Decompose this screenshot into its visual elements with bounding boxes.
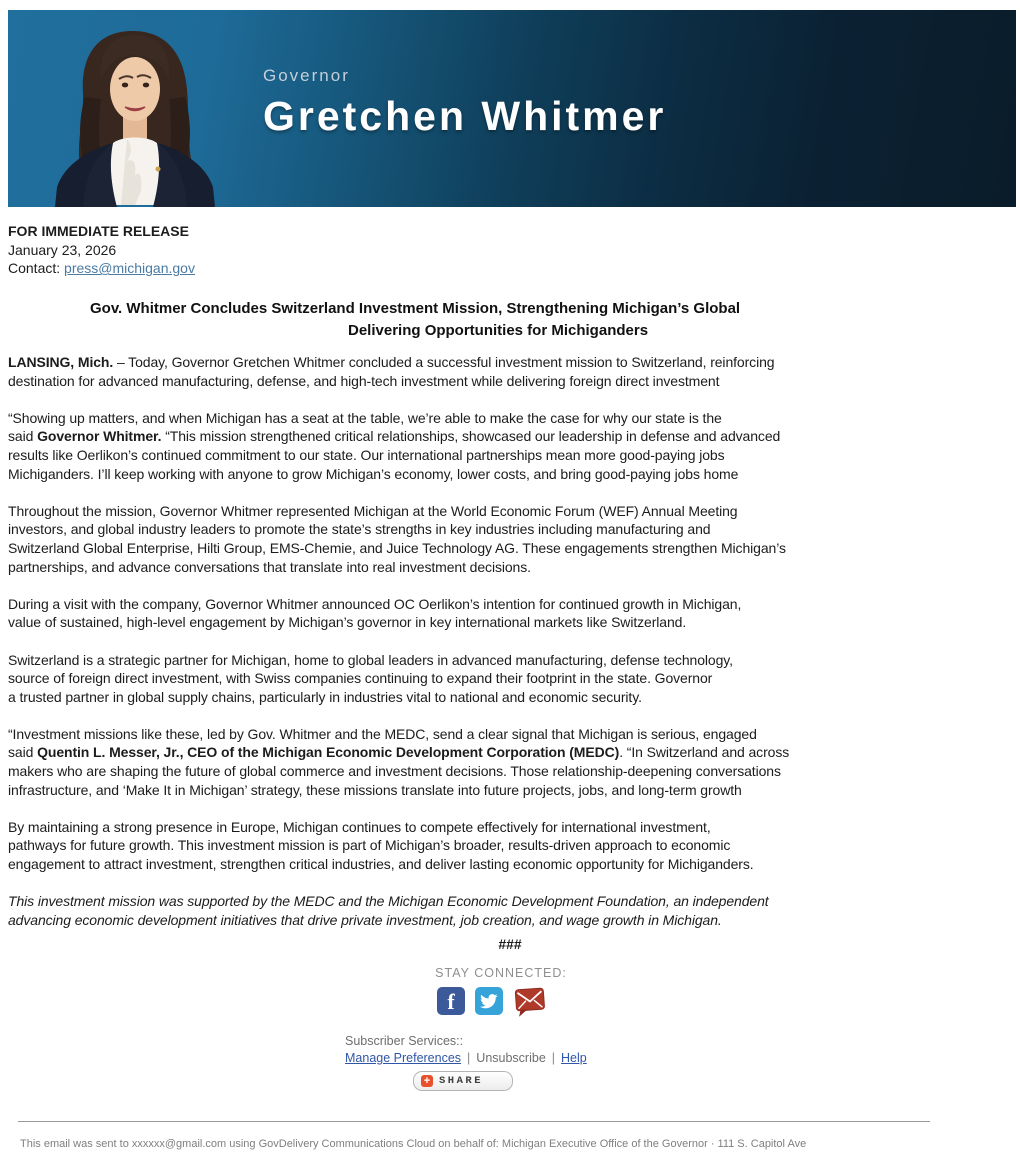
facebook-icon[interactable]: f — [437, 987, 465, 1015]
subscriber-services-label: Subscriber Services:: — [345, 1034, 464, 1048]
banner-pretitle: Governor — [263, 66, 350, 85]
paragraph-line: said Governor Whitmer. “This mission strengthened critical relationships, showcased our leadership in defense and advanced — [8, 428, 781, 445]
subscriber-services — [345, 1033, 587, 1067]
banner-name: Gretchen Whitmer — [263, 93, 667, 139]
paragraph-line: “Investment missions like these, led by Gov. Whitmer and the MEDC, send a clear signal that Michigan is serious, engaged — [8, 725, 757, 742]
link-separator: | — [467, 1051, 471, 1065]
stay-connected-label: STAY CONNECTED: — [435, 966, 567, 980]
paragraph — [8, 725, 1016, 799]
twitter-icon[interactable] — [475, 987, 503, 1015]
header-banner — [8, 10, 1016, 207]
paragraph-line: pathways for future growth. This investment mission is part of Michigan’s broader, results-driven approach to economic — [8, 837, 731, 854]
headline-line-2: Delivering Opportunities for Michiganders — [348, 322, 649, 339]
paragraph-line: Michiganders. I’ll keep working with anyone to grow Michigan’s economy, lower costs, and bring good-paying jobs home — [8, 465, 739, 482]
paragraph-line: results like Oerlikon’s continued commitment to our state. Our international partnerships mean more good-paying jobs — [8, 446, 725, 463]
release-info — [8, 222, 195, 278]
paragraph-line: partnerships, and advance conversations that translate into real investment decisions. — [8, 558, 531, 575]
paragraph-line: engagement to attract investment, strengthen critical industries, and deliver lasting economic opportunity for Michiganders. — [8, 856, 754, 873]
unsubscribe-link[interactable]: Unsubscribe — [476, 1051, 546, 1065]
contact-label: Contact: — [8, 260, 65, 277]
paragraph-line: infrastructure, and ‘Make It in Michigan’ strategy, these missions translate into future projects, jobs, and long-term growth — [8, 781, 742, 798]
paragraph-line: value of sustained, high-level engagement by Michigan’s governor in key international markets like Switzerland. — [8, 614, 687, 631]
paragraph-line: Switzerland Global Enterprise, Hilti Group, EMS-Chemie, and Juice Technology AG. These engagements strengthen Michigan’s — [8, 539, 786, 556]
social-icons — [437, 987, 557, 1017]
paragraph-line: advancing economic development initiatives that drive private investment, job creation, and wage growth in Michigan. — [8, 911, 722, 928]
footer-fine-print: This email was sent to xxxxxx@gmail.com using GovDelivery Communications Cloud on behalf of: Michigan Executive Office of the Governor · 111 S. Capitol Ave — [20, 1138, 807, 1150]
paragraph — [8, 892, 1016, 929]
end-mark: ### — [498, 936, 522, 952]
paragraph — [8, 595, 1016, 632]
paragraph-line: “Showing up matters, and when Michigan has a seat at the table, we’re able to make the case for why our state is the — [8, 409, 722, 426]
share-plus-icon: + — [421, 1075, 433, 1087]
paragraph-line: makers who are shaping the future of global commerce and investment decisions. Those relationship-deepening conversations — [8, 763, 781, 780]
release-label: FOR IMMEDIATE RELEASE — [8, 223, 189, 239]
govdelivery-email-icon[interactable] — [513, 987, 547, 1017]
paragraph — [8, 818, 1016, 874]
share-label: SHARE — [439, 1075, 484, 1087]
subscriber-links — [345, 1050, 587, 1067]
paragraph-line: destination for advanced manufacturing, defense, and high-tech investment while delivering foreign direct investment — [8, 372, 720, 389]
paragraph-line: During a visit with the company, Governor Whitmer announced OC Oerlikon’s intention for continued growth in Michigan, — [8, 595, 742, 612]
paragraph — [8, 651, 1016, 707]
manage-preferences-link[interactable]: Manage Preferences — [345, 1051, 462, 1065]
paragraph-line: source of foreign direct investment, with Swiss companies continuing to expand their footprint in the state. Governor — [8, 670, 713, 687]
link-separator: | — [551, 1051, 556, 1065]
paragraph-line: a trusted partner in global supply chains, particularly in industries vital to national and economic security. — [8, 688, 642, 705]
headline-line-1: Gov. Whitmer Concludes Switzerland Investment Mission, Strengthening Michigan’s Global — [90, 300, 741, 317]
footer-divider — [18, 1121, 930, 1122]
paragraph-line: Throughout the mission, Governor Whitmer represented Michigan at the World Economic Forum (WEF) Annual Meeting — [8, 502, 738, 519]
release-date: January 23, 2026 — [8, 241, 117, 258]
headline — [8, 298, 740, 342]
paragraph-line: Switzerland is a strategic partner for Michigan, home to global leaders in advanced manufacturing, defense technology, — [8, 651, 733, 668]
paragraph-line: investors, and global industry leaders to promote the state’s strengths in key industries including manufacturing and — [8, 521, 711, 538]
governor-photo — [55, 27, 215, 207]
paragraph — [8, 353, 1016, 390]
press-release-body — [8, 353, 1016, 948]
share-button[interactable] — [413, 1071, 513, 1091]
paragraph — [8, 502, 1016, 576]
contact-email-link[interactable]: press@michigan.gov — [64, 260, 195, 277]
banner-text — [263, 66, 666, 140]
paragraph-line: By maintaining a strong presence in Europe, Michigan continues to compete effectively for international investment, — [8, 818, 711, 835]
contact-line — [8, 259, 195, 278]
help-link[interactable]: Help — [561, 1051, 587, 1065]
paragraph-line: This investment mission was supported by the MEDC and the Michigan Economic Development Foundation, an independent — [8, 893, 769, 910]
paragraph-line: LANSING, Mich. – Today, Governor Gretchen Whitmer concluded a successful investment mission to Switzerland, reinforcing — [8, 354, 775, 370]
paragraph — [8, 409, 1016, 483]
paragraph-line: said Quentin L. Messer, Jr., CEO of the Michigan Economic Development Corporation (MEDC). “In Switzerland and across — [8, 744, 790, 761]
